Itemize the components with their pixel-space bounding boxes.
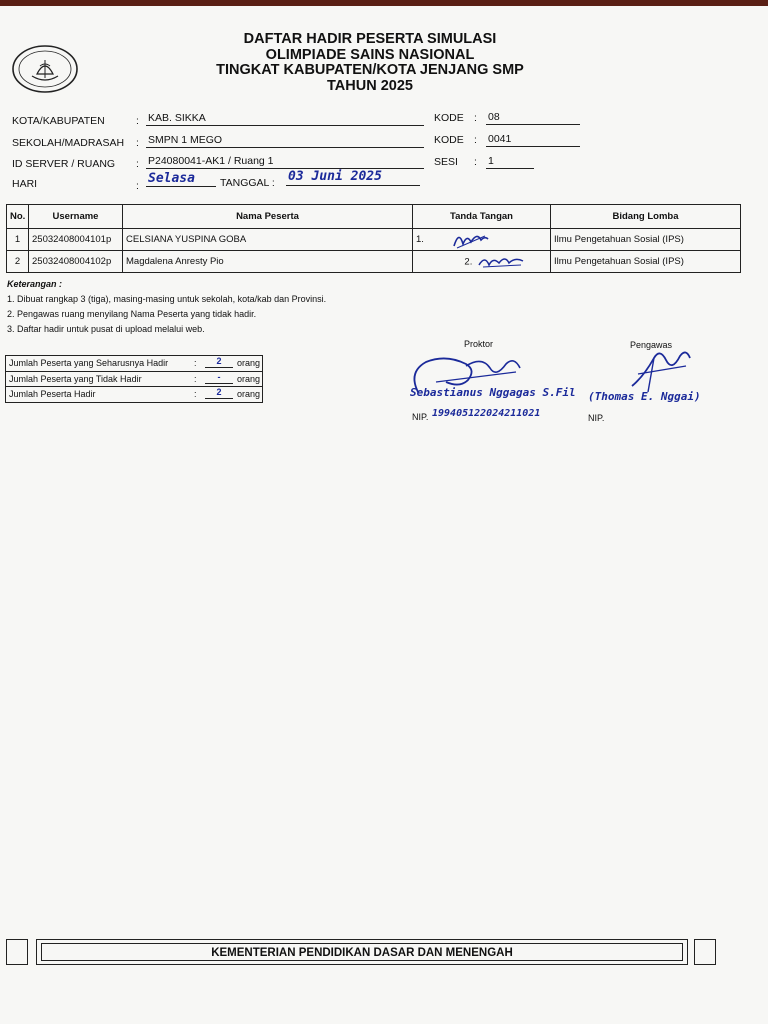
sesi-label: SESI (434, 156, 458, 168)
pengawas-signature (624, 346, 694, 396)
summary-value: 2 (205, 387, 233, 399)
kode1-value: 08 (486, 111, 580, 125)
pengawas-name: (Thomas E. Nggai) (588, 390, 701, 403)
tanggal-label: TANGGAL : (220, 177, 275, 189)
colon: : (136, 115, 139, 127)
note-item: 2. Pengawas ruang menyilang Nama Peserta yang tidak hadir. (7, 309, 257, 319)
summary-label: Jumlah Peserta Hadir (9, 389, 96, 399)
row-signature-number: 1. (416, 234, 424, 246)
top-edge-band (0, 0, 768, 6)
summary-row (6, 372, 262, 388)
table-row (7, 229, 741, 251)
header-no: No. (7, 205, 29, 229)
summary-value: 2 (205, 356, 233, 368)
hari-value: Selasa (146, 172, 216, 187)
row-signature-number: 2. (464, 256, 473, 268)
footer-right-square (694, 939, 716, 965)
row-bidang: Ilmu Pengetahuan Sosial (IPS) (551, 229, 741, 251)
colon: : (136, 158, 139, 170)
pengawas-nip-label: NIP. (588, 413, 605, 423)
header-bidang: Bidang Lomba (551, 205, 741, 229)
header-username: Username (29, 205, 123, 229)
kode2-label: KODE (434, 134, 464, 146)
proktor-nip: 199405122024211021 (432, 408, 541, 419)
row-no: 2 (7, 251, 29, 273)
footer-left-square (6, 939, 28, 965)
kota-value: KAB. SIKKA (146, 112, 424, 126)
row-signature-cell (413, 229, 551, 251)
title-line-2: OLIMPIADE SAINS NASIONAL (265, 46, 475, 63)
sekolah-label: SEKOLAH/MADRASAH (12, 137, 125, 149)
colon: : (474, 112, 477, 124)
attendance-summary (5, 355, 263, 403)
row-bidang: Ilmu Pengetahuan Sosial (IPS) (551, 251, 741, 273)
colon: : (474, 134, 477, 146)
row-username: 25032408004101p (29, 229, 123, 251)
summary-unit: orang (237, 373, 261, 384)
proktor-label: Proktor (464, 339, 494, 349)
title-line-1: DAFTAR HADIR PESERTA SIMULASI (243, 31, 497, 47)
note-item: 3. Daftar hadir untuk pusat di upload melalui web. (7, 324, 205, 334)
summary-unit: orang (237, 389, 261, 399)
summary-value: - (205, 372, 233, 384)
row-nama: Magdalena Anresty Pio (123, 251, 413, 273)
server-value: P24080041-AK1 / Ruang 1 (146, 155, 424, 169)
participant-signature-2 (475, 253, 527, 271)
tanggal-value: 03 Juni 2025 (286, 170, 420, 186)
kode2-value: 0041 (486, 133, 580, 147)
table-header-row (7, 205, 741, 229)
header-tanda-tangan: Tanda Tangan (413, 205, 551, 229)
sekolah-value: SMPN 1 MEGO (146, 134, 424, 148)
kota-label: KOTA/KABUPATEN (12, 115, 105, 127)
footer-text: KEMENTERIAN PENDIDIKAN DASAR DAN MENENGAH (41, 943, 683, 961)
tut-wuri-handayani-logo (10, 44, 80, 94)
row-username: 25032408004102p (29, 251, 123, 273)
kode1-label: KODE (434, 112, 464, 124)
participant-signature-1 (451, 230, 491, 250)
sesi-value: 1 (486, 155, 534, 169)
colon: : (194, 389, 197, 399)
summary-row (6, 387, 262, 402)
notes (7, 277, 326, 337)
colon: : (136, 180, 139, 192)
attendance-table (6, 204, 741, 273)
proktor-nip-label: NIP. (412, 412, 429, 422)
title-line-4: TAHUN 2025 (327, 77, 413, 94)
colon: : (474, 156, 477, 168)
header-nama: Nama Peserta (123, 205, 413, 229)
pengawas-label: Pengawas (630, 340, 673, 350)
colon: : (136, 137, 139, 149)
notes-heading: Keterangan : (7, 279, 63, 289)
row-nama: CELSIANA YUSPINA GOBA (123, 229, 413, 251)
row-no: 1 (7, 229, 29, 251)
colon: : (194, 373, 197, 384)
summary-label: Jumlah Peserta yang Seharusnya Hadir (9, 358, 169, 368)
summary-unit: orang (237, 358, 261, 368)
summary-row (6, 356, 262, 372)
summary-label: Jumlah Peserta yang Tidak Hadir (9, 373, 142, 384)
hari-label: HARI (12, 178, 38, 190)
table-row (7, 251, 741, 273)
colon: : (194, 358, 197, 368)
proktor-name: Sebastianus Nggagas S.Fil (410, 386, 576, 399)
note-item: 1. Dibuat rangkap 3 (tiga), masing-masing untuk sekolah, kota/kab dan Provinsi. (7, 294, 327, 304)
document-title (160, 32, 580, 94)
title-line-3: TINGKAT KABUPATEN/KOTA JENJANG SMP (216, 62, 524, 78)
server-label: ID SERVER / RUANG (12, 158, 116, 170)
row-signature-cell (413, 251, 551, 273)
footer-box (36, 939, 688, 965)
